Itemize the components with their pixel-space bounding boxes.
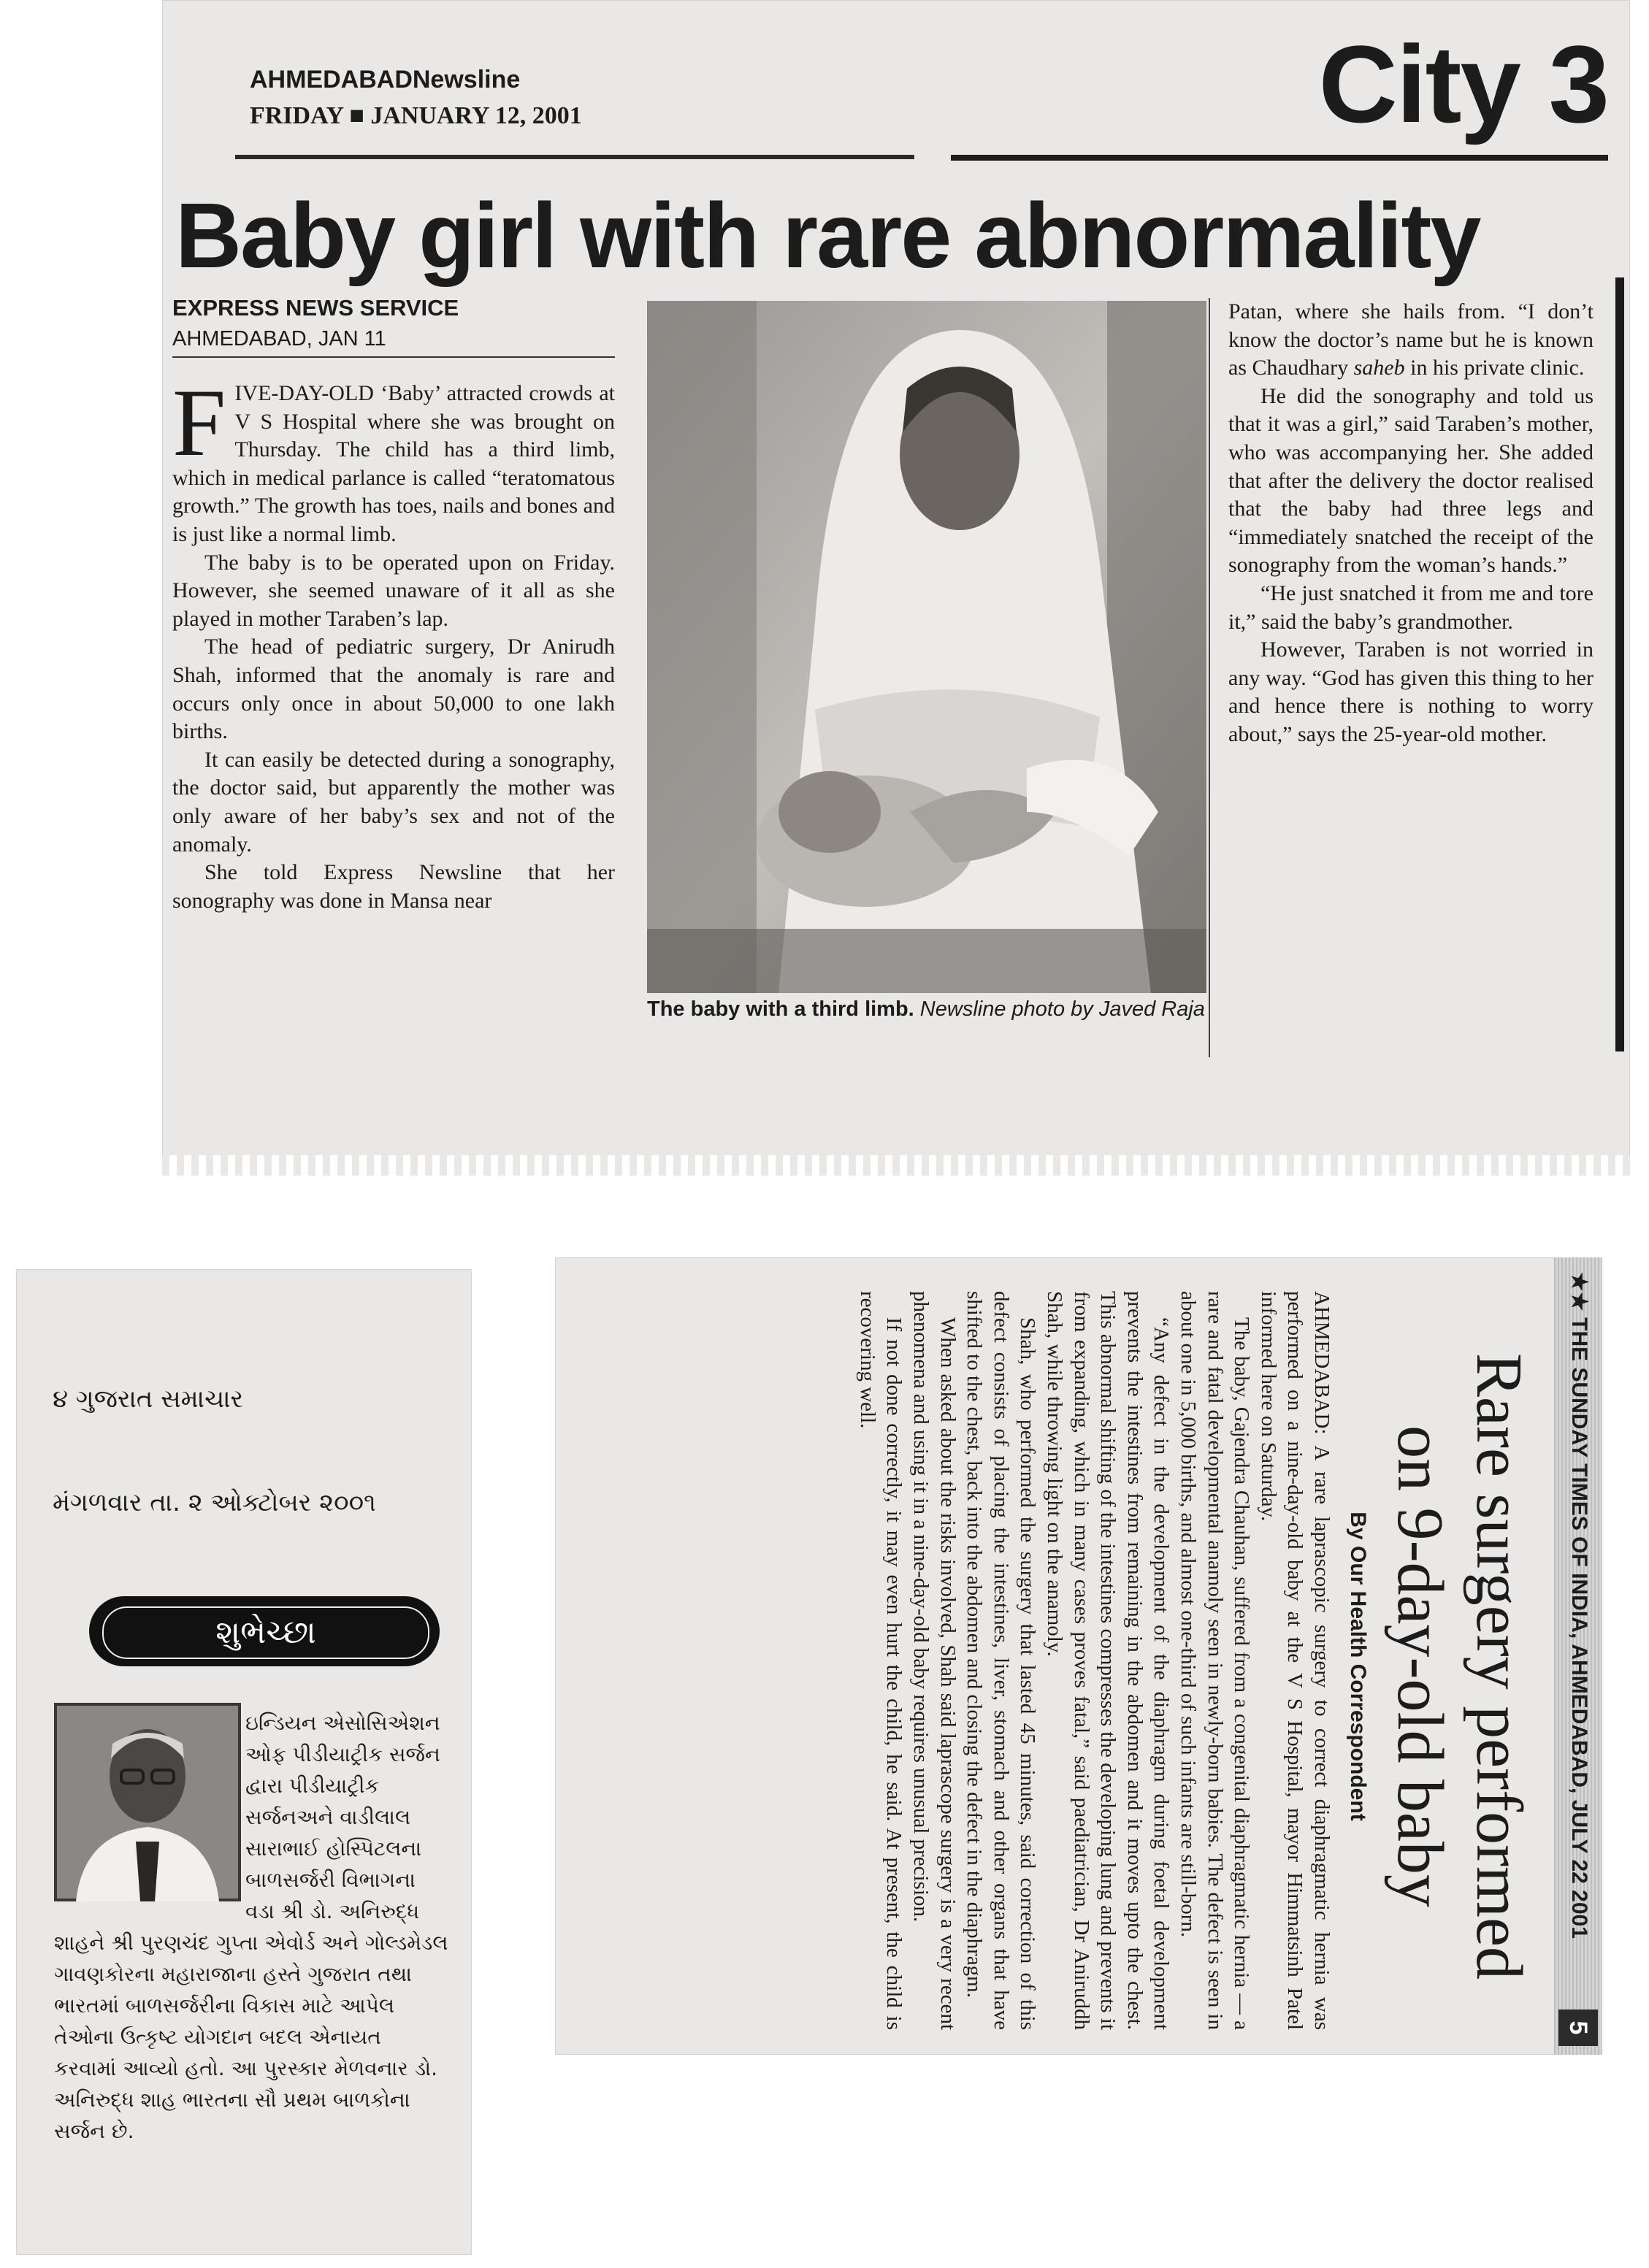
article-column-1 [172, 369, 615, 915]
doctor-portrait-photo [54, 1703, 241, 1901]
paper-name-dateline: ★★ THE SUNDAY TIMES OF INDIA, AHMEDABAD, JULY 22 2001 [1567, 1272, 1591, 1939]
correspondent-byline: By Our Health Correspondent [1346, 1512, 1370, 1821]
paragraph: It can easily be detected during a sonography, the doctor said, but apparently the mother was only aware of her baby’s sex and not of the anomaly. [172, 747, 615, 857]
column-rule [1209, 298, 1210, 1057]
dateline: FRIDAY ■ JANUARY 12, 2001 [250, 102, 582, 129]
neighbour-article-edge [1615, 277, 1624, 1051]
newspaper-header: ૪ ગુજરાત સમાચાર [53, 1384, 244, 1414]
paragraph: Shah, who performed the surgery that lasted 45 minutes, said correction of this defect consists of placing the intestines, liver, stomach and other organs that have shifted to the chest, back into the abdomen and closing the defect in the diaphragm. [963, 1291, 1040, 2030]
paragraph: The baby is to be operated upon on Friday. However, she seemed unaware of it all as she played in mother Taraben’s lap. [172, 550, 615, 631]
caption-credit: Newsline photo by Javed Raja [914, 997, 1205, 1021]
headline-line-2: on 9-day-old baby [1384, 1425, 1456, 1907]
issue-date: મંગળવાર તા. ૨ ઓક્ટોબર ૨૦૦૧ [53, 1488, 376, 1517]
lead-paragraph [172, 369, 615, 549]
photo-caption [647, 996, 1206, 1023]
paragraph: If not done correctly, it may even hurt the child, he said. At present, the child is recovering well. [855, 1291, 906, 2030]
article-body [854, 1291, 1335, 2030]
news-photo [647, 301, 1206, 993]
paragraph: He did the sonography and told us that it was a girl,” said Taraben’s mother, who was accompanying her. She added that after the delivery the doctor realised that the baby had three legs and “immediately snatched the receipt of the sonography from the woman’s hands.” [1228, 383, 1593, 578]
paragraph: However, Taraben is not worried in any way. “God has given this thing to her and hence there is nothing to worry about,” says the 25-year-old mother. [1228, 637, 1593, 746]
paragraph: The baby, Gajendra Chauhan, suffered from a congenital diaphragmatic hernia — a rare and fatal developmental anamoly seen in newly-born babies. The defect is seen in about one in 5,000 births, and almost one-third of such infants are still-born. [1177, 1291, 1254, 2030]
italic-word: saheb [1353, 356, 1405, 380]
byline-rule [172, 356, 615, 358]
byline: EXPRESS NEWS SERVICE [172, 295, 459, 321]
torn-edge [162, 1155, 1630, 1176]
greeting-badge-label: શુભેચ્છા [102, 1606, 429, 1659]
paragraph: She told Express Newsline that her sonography was done in Mansa near [172, 860, 615, 913]
paragraph: When asked about the risks involved, Shah said laprascope surgery is a very recent phenomena and using it in a nine-day-old baby requires unusual precision. [909, 1291, 960, 2030]
headline-line-1: Rare surgery performed [1463, 1353, 1535, 1980]
paragraph [1228, 298, 1593, 383]
paragraph: “Any defect in the development of the diaphragm during foetal development prevents the intestines from remaining in the abdomen and it moves upto the chest. This abnormal shifting of the intestines compresses the developing lung and prevents it from expanding, which in many cases proves fatal,” said paediatrician, Dr Aniruddh Shah, while throwing light on the anamoly. [1043, 1291, 1174, 2030]
sunday-times-clipping [555, 1257, 1602, 2055]
masthead: AHMEDABADNewsline [250, 66, 521, 93]
newsline-clipping [162, 0, 1630, 1176]
section-page-label: City 3 [1318, 23, 1608, 145]
paragraph: AHMEDABAD: A rare laprascopic surgery to correct diaphragmatic hernia was performed on a nine-day-old baby at the V S Hospital, mayor Himmatsinh Patel informed here on Saturday. [1256, 1291, 1334, 2030]
rotated-article [555, 1257, 1602, 2055]
paragraph-text: in his private clinic. [1404, 356, 1585, 380]
place-dateline: AHMEDABAD, JAN 11 [172, 327, 386, 350]
masthead-rule [235, 155, 914, 159]
drop-cap: F [172, 369, 226, 476]
page-number: 5 [1558, 2010, 1598, 2046]
section-rule [951, 155, 1608, 161]
gujarat-samachar-clipping [16, 1269, 472, 2255]
paragraph: “He just snatched it from me and tore it,” said the baby’s grandmother. [1228, 581, 1593, 634]
headline [1380, 1287, 1538, 2046]
lead-text: IVE-DAY-OLD ‘Baby’ attracted crowds at V S Hospital where she was brought on Thursday. The child has a third limb, which in medical parlance is called “teratomatous growth.” The growth has toes, nails and bones and is just like a normal limb. [172, 381, 615, 546]
headline: Baby girl with rare abnormality [175, 184, 1480, 287]
paragraph: The head of pediatric surgery, Dr Anirudh Shah, informed that the anomaly is rare and occurs only once in about 50,000 to one lakh births. [172, 635, 615, 744]
greeting-badge [89, 1596, 440, 1666]
caption-title: The baby with a third limb. [647, 997, 914, 1021]
paragraph-text: Patan, where she hails from. “I don’t know the doctor’s name but he is known as Chaudhary [1228, 299, 1593, 380]
article-column-3 [1228, 298, 1593, 749]
article-body: ઇન્ડિયન એસોસિએશન ઓફ પીડીયાટ્રીક સર્જન દ્વારા પીડીયાટ્રીક સર્જનઅને વાડીલાલ સારાભાઈ હોસ્પિટલના બાળસર્જરી વિભાગના વડા શ્રી ડો. અનિરુદ્ધ શાહને શ્રી પુરણચંદ ગુપ્તા એવોર્ડ અને ગોલ્ડમેડલ ગાવણકોરના મહારાજાના હસ્તે ગુજરાત તથા ભારતમાં બાળસર્જરીના વિકાસ માટે આપેલ તેઓના ઉત્કૃષ્ટ યોગદાન બદલ એનાયત કરવામાં આવ્યો હતો. આ પુરસ્કાર મેળવનાર ડો. અનિરુદ્ધ શાહ ભારતના સૌ પ્રથમ બાળકોના સર્જન છે. [54, 1711, 448, 2143]
